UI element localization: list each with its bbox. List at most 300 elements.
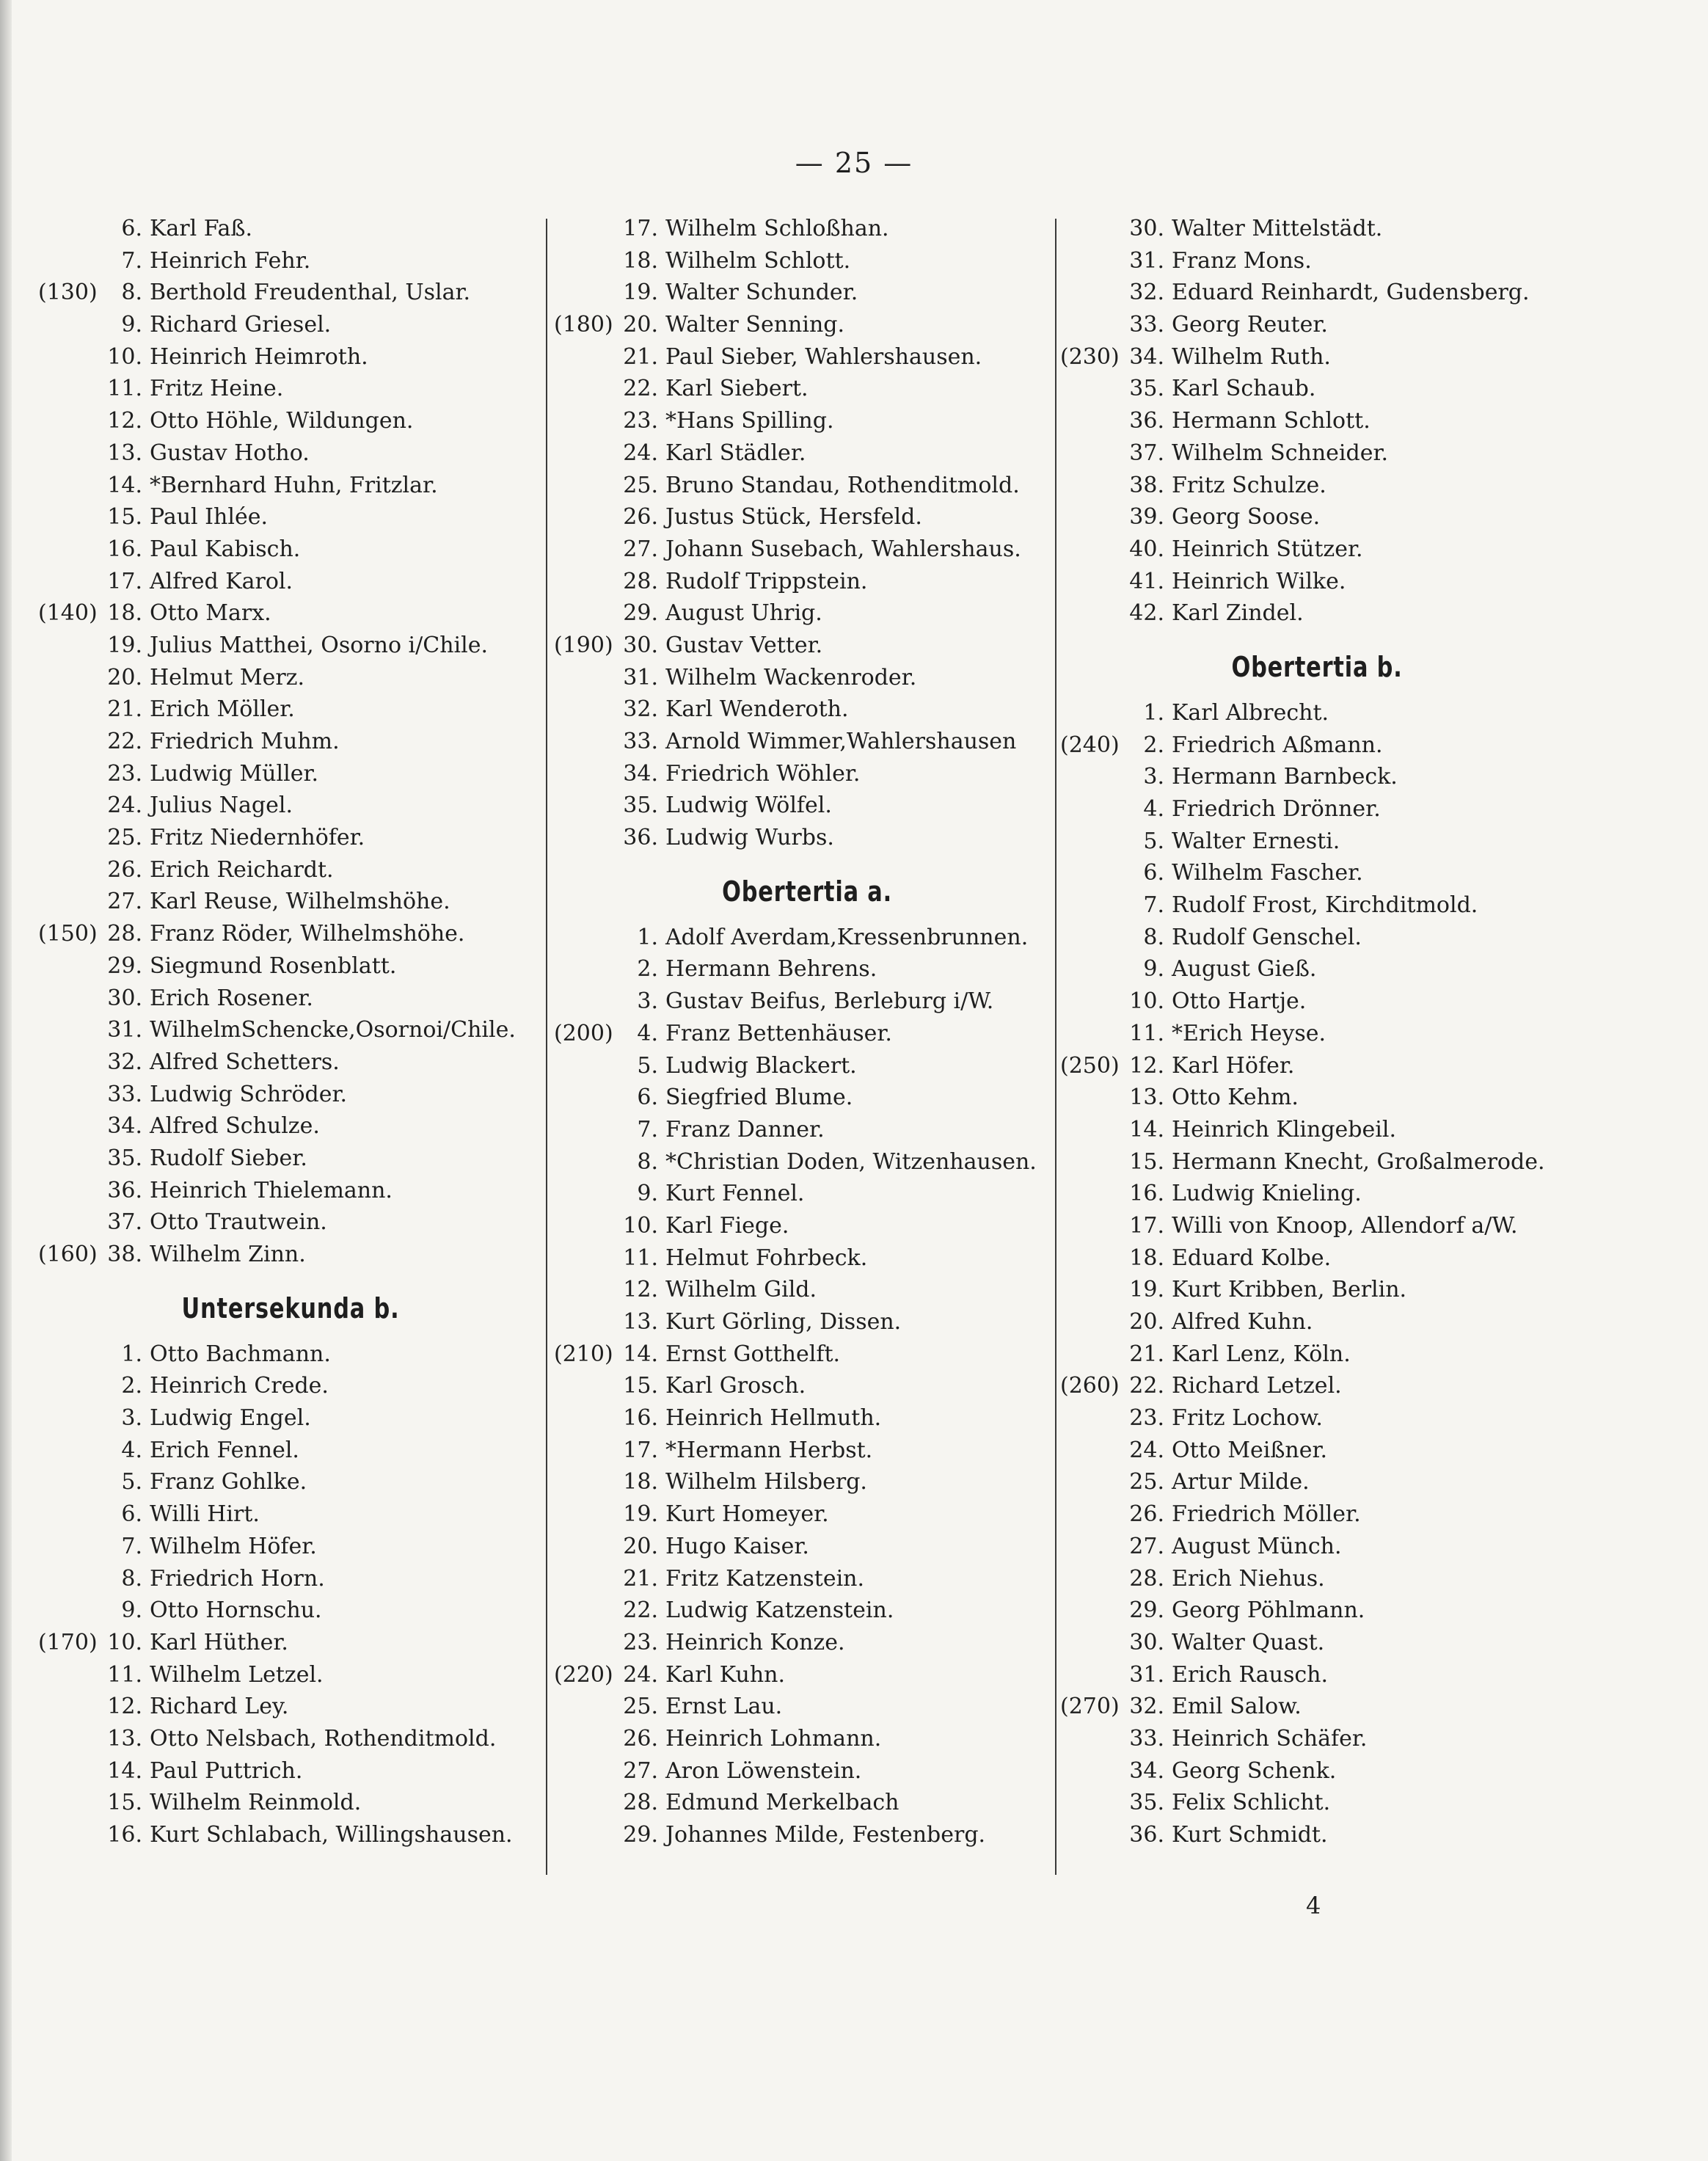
student-entry [1060, 1595, 1574, 1627]
entry-number: 10. [623, 1212, 658, 1239]
entry-number: 7. [121, 247, 142, 274]
student-entry [554, 630, 1060, 662]
entry-number: 38. [107, 1242, 142, 1267]
entry-number: 3. [121, 1405, 142, 1432]
signature-mark: 4 [1306, 1892, 1321, 1920]
student-entry [554, 1210, 1060, 1242]
student-entry [1060, 1563, 1574, 1595]
page-edge-shadow [0, 0, 12, 2161]
entry-number: 24. [107, 792, 142, 819]
entry-number: 19. [623, 280, 658, 306]
student-entry [1060, 697, 1574, 729]
student-name: Fritz Katzenstein. [665, 1565, 865, 1592]
entry-number: 5. [121, 1469, 142, 1495]
student-entry [554, 277, 1060, 309]
student-name: Fritz Schulze. [1172, 472, 1326, 498]
student-name: Karl Reuse, Wilhelmshöhe. [150, 889, 450, 915]
entry-number: 29. [107, 952, 142, 979]
student-name: Eduard Reinhardt, Gudensberg. [1172, 280, 1530, 306]
running-count: (180) [554, 312, 613, 338]
student-entry [38, 1595, 543, 1627]
student-name: Ludwig Wölfel. [665, 792, 832, 819]
student-name: *Hans Spilling. [665, 408, 834, 434]
student-entry [1060, 277, 1574, 309]
student-entry [554, 245, 1060, 277]
student-name: Ludwig Wurbs. [665, 825, 834, 851]
entry-number: 32. [1129, 280, 1164, 306]
student-name: Paul Sieber, Wahlershausen. [665, 343, 982, 370]
student-name: Fritz Niedernhöfer. [150, 825, 365, 851]
student-name: Karl Kuhn. [665, 1661, 786, 1688]
entry-number: 21. [1129, 1341, 1164, 1367]
student-entry [1060, 1274, 1574, 1306]
student-name: Hermann Knecht, Großalmerode. [1172, 1148, 1545, 1175]
student-entry [554, 566, 1060, 598]
student-name: Karl Höfer. [1172, 1052, 1295, 1079]
student-name: Karl Zindel. [1172, 600, 1304, 627]
entry-number: 38. [1129, 472, 1164, 498]
entry-number: 41. [1129, 568, 1164, 594]
student-name: August Uhrig. [665, 600, 822, 627]
student-name: Felix Schlicht. [1172, 1790, 1331, 1816]
student-entry [554, 213, 1060, 245]
student-entry [1060, 1242, 1574, 1275]
student-entry [38, 277, 543, 309]
entry-number: 36. [623, 825, 658, 851]
student-name: Otto Nelsbach, Rothenditmold. [150, 1725, 497, 1752]
entry-number: 6. [121, 1501, 142, 1528]
entry-number: 25. [1129, 1469, 1164, 1495]
student-entry [38, 1819, 543, 1851]
entry-number: 18. [623, 1469, 658, 1495]
student-entry [554, 1050, 1060, 1082]
student-entry [1060, 857, 1574, 889]
entry-number: 22. [623, 376, 658, 402]
entry-number: 35. [1129, 376, 1164, 402]
entry-number: 27. [623, 536, 658, 562]
student-name: Kurt Görling, Dissen. [665, 1309, 902, 1335]
student-entry [38, 1239, 543, 1271]
entry-number: 33. [1129, 312, 1164, 338]
entry-number: 13. [107, 1725, 142, 1752]
student-name: Hugo Kaiser. [665, 1533, 809, 1559]
student-name: Rudolf Sieber. [150, 1145, 307, 1171]
student-entry [1060, 1178, 1574, 1210]
student-name: Artur Milde. [1172, 1469, 1310, 1495]
student-name: Erich Reichardt. [150, 856, 334, 883]
student-entry [554, 470, 1060, 502]
entry-number: 26. [107, 856, 142, 883]
entry-number: 34. [107, 1113, 142, 1140]
student-name: Helmut Fohrbeck. [665, 1245, 868, 1271]
entry-number: 20. [1129, 1309, 1164, 1335]
entry-number: 16. [623, 1405, 658, 1432]
student-entry [554, 822, 1060, 854]
student-entry [554, 1338, 1060, 1371]
student-name: Emil Salow. [1172, 1694, 1302, 1720]
student-entry [1060, 922, 1574, 954]
entry-number: 13. [623, 1309, 658, 1335]
entry-number: 24. [623, 440, 658, 466]
student-name: Franz Röder, Wilhelmshöhe. [150, 921, 465, 947]
student-name: Paul Puttrich. [150, 1757, 303, 1784]
entry-number: 17. [623, 216, 658, 241]
student-name: Wilhelm Schlott. [665, 247, 851, 274]
student-name: Heinrich Fehr. [150, 247, 311, 274]
entry-number: 27. [623, 1757, 658, 1784]
entry-number: 14. [1129, 1116, 1164, 1143]
entry-number: 2. [121, 1373, 142, 1399]
entry-number: 28. [623, 568, 658, 594]
entry-number: 21. [623, 343, 658, 370]
student-entry [1060, 1723, 1574, 1755]
student-name: Kurt Homeyer. [665, 1501, 829, 1528]
entry-number: 17. [623, 1437, 658, 1463]
student-name: *Christian Doden, Witzenhausen. [665, 1148, 1037, 1175]
student-entry [554, 1370, 1060, 1402]
running-count: (150) [38, 921, 98, 947]
entry-number: 6. [1143, 860, 1164, 886]
student-name: Ludwig Schröder. [150, 1081, 348, 1107]
entry-number: 7. [121, 1533, 142, 1559]
student-entry [554, 405, 1060, 437]
entry-number: 30. [1129, 216, 1164, 241]
student-entry [1060, 1114, 1574, 1146]
student-entry [38, 1691, 543, 1723]
student-name: Friedrich Horn. [150, 1565, 325, 1592]
entry-number: 34. [1129, 343, 1164, 370]
running-count: (200) [554, 1020, 613, 1046]
student-entry [38, 1014, 543, 1046]
student-name: Siegmund Rosenblatt. [150, 952, 397, 979]
student-entry [38, 1338, 543, 1371]
student-entry [38, 693, 543, 726]
student-entry [1060, 729, 1574, 762]
entry-number: 21. [623, 1565, 658, 1592]
entry-number: 20. [107, 664, 142, 690]
student-entry [38, 1787, 543, 1819]
student-entry [38, 373, 543, 405]
student-entry [38, 213, 543, 245]
entry-number: 14. [107, 472, 142, 498]
student-entry [1060, 373, 1574, 405]
student-list-column-3 [1060, 213, 1574, 1851]
student-entry [38, 662, 543, 694]
student-entry [38, 950, 543, 983]
student-name: Ernst Lau. [665, 1694, 783, 1720]
entry-number: 11. [1129, 1020, 1164, 1046]
student-name: Wilhelm Höfer. [150, 1533, 317, 1559]
student-name: Erich Möller. [150, 696, 295, 723]
student-name: Erich Fennel. [150, 1437, 299, 1463]
student-entry [554, 1306, 1060, 1338]
student-entry [554, 1146, 1060, 1178]
student-entry [554, 501, 1060, 533]
student-name: Ludwig Katzenstein. [665, 1597, 894, 1624]
entry-number: 10. [107, 1629, 142, 1655]
student-name: Georg Pöhlmann. [1172, 1597, 1365, 1624]
entry-number: 9. [637, 1181, 658, 1207]
entry-number: 8. [1143, 924, 1164, 950]
entry-number: 4. [637, 1020, 658, 1046]
student-name: Kurt Schmidt. [1172, 1822, 1328, 1848]
entry-number: 20. [623, 1533, 658, 1559]
entry-number: 29. [623, 600, 658, 627]
student-entry [38, 1206, 543, 1239]
student-entry [1060, 1082, 1574, 1114]
student-entry [1060, 1402, 1574, 1435]
student-entry [1060, 341, 1574, 373]
student-entry [1060, 1210, 1574, 1242]
entry-number: 39. [1129, 504, 1164, 531]
student-entry [38, 1498, 543, 1531]
student-name: Karl Faß. [150, 216, 253, 241]
student-name: Johannes Milde, Festenberg. [665, 1822, 986, 1848]
student-name: Karl Siebert. [665, 376, 809, 402]
student-entry [1060, 1498, 1574, 1531]
student-name: Heinrich Lohmann. [665, 1725, 882, 1752]
student-name: Helmut Merz. [150, 664, 305, 690]
entry-number: 20. [623, 312, 658, 338]
entry-number: 30. [1129, 1629, 1164, 1655]
entry-number: 8. [121, 1565, 142, 1592]
student-name: Hermann Barnbeck. [1172, 764, 1398, 790]
class-heading: Obertertia a. [722, 875, 892, 908]
student-entry [38, 1531, 543, 1563]
entry-number: 17. [107, 568, 142, 594]
running-count: (250) [1060, 1052, 1120, 1079]
student-entry [38, 1046, 543, 1079]
student-name: Georg Soose. [1172, 504, 1321, 531]
student-entry [554, 922, 1060, 954]
entry-number: 4. [121, 1437, 142, 1463]
student-entry [1060, 761, 1574, 793]
entry-number: 35. [623, 792, 658, 819]
student-name: Rudolf Trippstein. [665, 568, 868, 594]
entry-number: 3. [637, 988, 658, 1015]
student-name: Heinrich Hellmuth. [665, 1405, 882, 1432]
entry-number: 13. [1129, 1085, 1164, 1111]
entry-number: 34. [623, 760, 658, 787]
student-entry [554, 437, 1060, 470]
student-name: Wilhelm Zinn. [150, 1242, 306, 1267]
entry-number: 22. [107, 729, 142, 754]
student-entry [1060, 1531, 1574, 1563]
student-entry [554, 953, 1060, 985]
student-entry [38, 918, 543, 950]
student-entry [1060, 1338, 1574, 1371]
entry-number: 15. [1129, 1148, 1164, 1175]
student-name: Wilhelm Schneider. [1172, 440, 1389, 466]
entry-number: 10. [107, 343, 142, 370]
student-name: Walter Schunder. [665, 280, 858, 306]
student-entry [1060, 1370, 1574, 1402]
student-name: Rudolf Genschel. [1172, 924, 1362, 950]
student-name: Karl Wenderoth. [665, 696, 849, 723]
running-count: (240) [1060, 732, 1120, 758]
entry-number: 12. [1129, 1052, 1164, 1079]
student-name: Adolf Averdam,Kressenbrunnen. [665, 924, 1029, 950]
student-name: Otto Hartje. [1172, 988, 1307, 1015]
student-name: Karl Albrecht. [1172, 699, 1329, 726]
student-entry [38, 726, 543, 758]
student-name: Karl Fiege. [665, 1212, 789, 1239]
running-count: (190) [554, 632, 613, 658]
student-entry [38, 758, 543, 790]
entry-number: 30. [623, 632, 658, 658]
entry-number: 42. [1129, 600, 1164, 627]
student-entry [1060, 405, 1574, 437]
entry-number: 37. [1129, 440, 1164, 466]
student-entry [1060, 437, 1574, 470]
student-name: Alfred Schulze. [150, 1113, 320, 1140]
student-entry [38, 501, 543, 533]
student-name: Gustav Hotho. [150, 440, 310, 466]
student-name: Friedrich Drönner. [1172, 796, 1381, 822]
student-entry [554, 1787, 1060, 1819]
running-count: (260) [1060, 1373, 1120, 1399]
student-entry [1060, 566, 1574, 598]
student-name: Kurt Fennel. [665, 1181, 805, 1207]
student-name: Heinrich Stützer. [1172, 536, 1363, 562]
entry-number: 36. [1129, 1822, 1164, 1848]
student-name: Erich Rosener. [150, 985, 313, 1011]
entry-number: 16. [107, 536, 142, 562]
entry-number: 24. [1129, 1437, 1164, 1463]
student-entry [1060, 1146, 1574, 1178]
student-entry [554, 1531, 1060, 1563]
student-entry [38, 309, 543, 341]
entry-number: 11. [107, 376, 142, 402]
student-name: Alfred Schetters. [150, 1049, 340, 1075]
entry-number: 21. [107, 696, 142, 723]
student-name: Otto Trautwein. [150, 1209, 327, 1236]
student-entry [38, 1466, 543, 1498]
column-divider [546, 219, 547, 1875]
student-entry [38, 341, 543, 373]
student-entry [554, 1659, 1060, 1691]
student-entry [1060, 1659, 1574, 1691]
entry-number: 23. [623, 1629, 658, 1655]
student-entry [38, 1435, 543, 1467]
entry-number: 33. [623, 729, 658, 754]
student-entry [554, 758, 1060, 790]
entry-number: 29. [623, 1822, 658, 1848]
student-name: Willi von Knoop, Allendorf a/W. [1172, 1212, 1518, 1239]
entry-number: 27. [1129, 1533, 1164, 1559]
entry-number: 7. [1143, 892, 1164, 919]
student-name: Karl Hüther. [150, 1629, 288, 1655]
student-entry [1060, 533, 1574, 566]
running-count: (230) [1060, 343, 1120, 370]
entry-number: 33. [107, 1081, 142, 1107]
entry-number: 1. [1143, 699, 1164, 726]
entry-number: 27. [107, 889, 142, 915]
student-name: Franz Bettenhäuser. [665, 1020, 892, 1046]
entry-number: 8. [121, 280, 142, 306]
student-entry [38, 405, 543, 437]
student-entry [38, 822, 543, 854]
student-entry [554, 1563, 1060, 1595]
student-entry [554, 985, 1060, 1018]
entry-number: 35. [107, 1145, 142, 1171]
student-name: Erich Niehus. [1172, 1565, 1325, 1592]
student-name: Wilhelm Wackenroder. [665, 664, 917, 690]
student-name: Gustav Beifus, Berleburg i/W. [665, 988, 994, 1015]
student-name: Franz Gohlke. [150, 1469, 307, 1495]
student-name: Alfred Kuhn. [1172, 1309, 1313, 1335]
entry-number: 19. [1129, 1277, 1164, 1303]
student-entry [38, 437, 543, 470]
entry-number: 32. [107, 1049, 142, 1075]
student-name: Ludwig Knieling. [1172, 1181, 1362, 1207]
student-entry [1060, 826, 1574, 858]
student-entry [554, 1274, 1060, 1306]
student-entry [554, 1595, 1060, 1627]
student-entry [38, 1175, 543, 1207]
entry-number: 28. [107, 921, 142, 947]
student-entry [38, 470, 543, 502]
entry-number: 2. [637, 956, 658, 983]
student-entry [554, 1498, 1060, 1531]
student-entry [554, 1018, 1060, 1050]
entry-number: 22. [1129, 1373, 1164, 1399]
student-entry [38, 1627, 543, 1659]
entry-number: 24. [623, 1661, 658, 1688]
student-name: Willi Hirt. [150, 1501, 260, 1528]
student-name: Walter Ernesti. [1172, 828, 1340, 854]
student-name: Julius Nagel. [150, 792, 293, 819]
class-heading: Obertertia b. [1231, 650, 1403, 683]
running-count: (130) [38, 280, 98, 306]
entry-number: 4. [1143, 796, 1164, 822]
entry-number: 33. [1129, 1725, 1164, 1752]
student-entry [38, 983, 543, 1015]
student-name: Friedrich Aßmann. [1172, 732, 1383, 758]
student-name: Heinrich Thielemann. [150, 1177, 393, 1203]
student-name: Heinrich Klingebeil. [1172, 1116, 1396, 1143]
student-entry [554, 1242, 1060, 1275]
student-name: Karl Schaub. [1172, 376, 1316, 402]
entry-number: 9. [121, 1597, 142, 1624]
student-name: Hermann Behrens. [665, 956, 877, 983]
entry-number: 16. [107, 1822, 142, 1848]
student-name: Kurt Schlabach, Willingshausen. [150, 1822, 513, 1848]
student-entry [554, 1435, 1060, 1467]
student-entry [1060, 1018, 1574, 1050]
entry-number: 19. [107, 632, 142, 658]
student-entry [38, 886, 543, 918]
running-count: (160) [38, 1242, 98, 1267]
entry-number: 36. [1129, 408, 1164, 434]
student-name: Fritz Heine. [150, 376, 284, 402]
student-entry [1060, 985, 1574, 1018]
entry-number: 12. [623, 1277, 658, 1303]
student-entry [554, 309, 1060, 341]
student-name: Wilhelm Schloßhan. [665, 216, 889, 241]
student-entry [38, 1755, 543, 1788]
student-entry [1060, 1466, 1574, 1498]
class-heading: Untersekunda b. [181, 1291, 400, 1324]
entry-number: 32. [1129, 1694, 1164, 1720]
student-name: Arnold Wimmer,Wahlershausen [665, 729, 1017, 754]
student-entry [554, 341, 1060, 373]
student-name: *Bernhard Huhn, Fritzlar. [150, 472, 438, 498]
student-entry [1060, 793, 1574, 826]
running-count: (210) [554, 1341, 613, 1367]
student-entry [554, 1819, 1060, 1851]
entry-number: 25. [107, 825, 142, 851]
